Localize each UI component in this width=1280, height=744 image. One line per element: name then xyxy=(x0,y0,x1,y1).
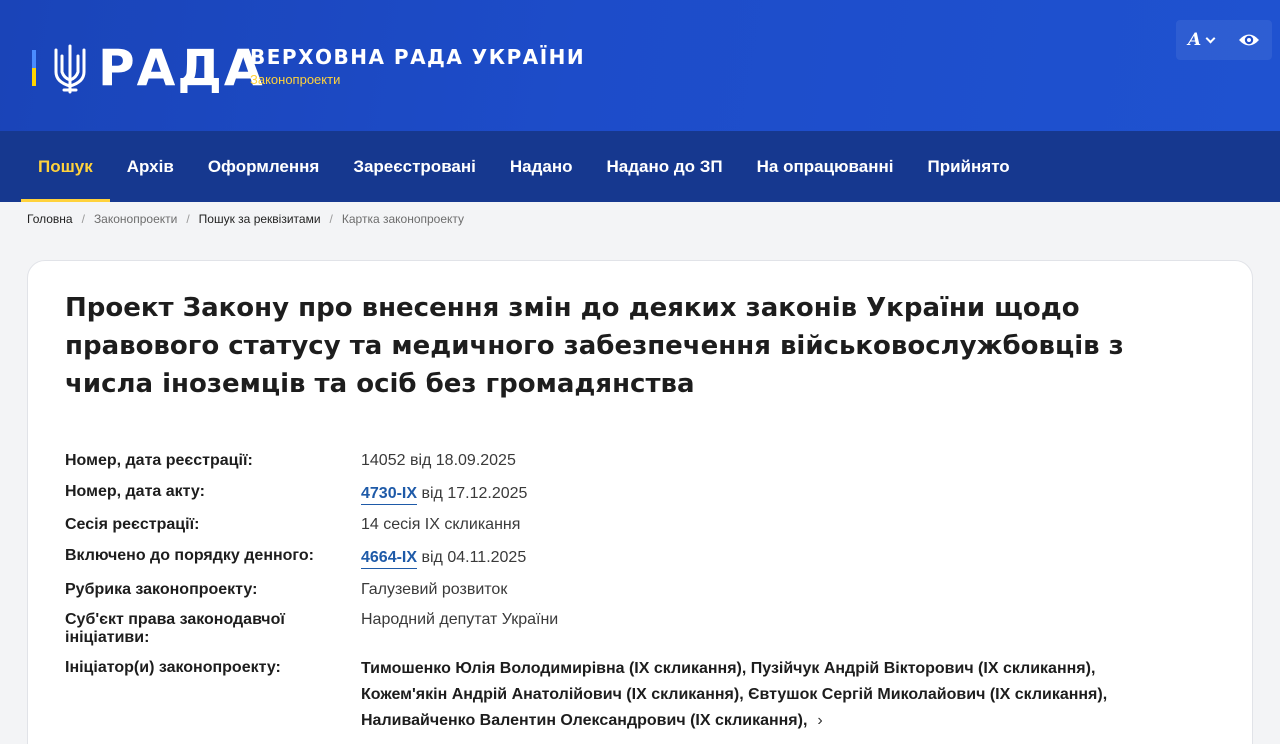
field-value xyxy=(361,549,526,567)
breadcrumb-current: Картка законопроекту xyxy=(341,212,465,226)
chevron-down-icon xyxy=(1206,33,1216,43)
field-label: Номер, дата акту: xyxy=(65,483,205,500)
brand-title: ВЕРХОВНА РАДА УКРАЇНИ xyxy=(250,45,586,69)
field-label: Включено до порядку денного: xyxy=(65,547,314,564)
logo-text: РАДА xyxy=(98,39,265,97)
eye-icon[interactable] xyxy=(1238,32,1260,48)
nav-item-adopted[interactable]: Прийнято xyxy=(927,156,1010,176)
breadcrumb-search-by-details[interactable]: Пошук за реквізитами xyxy=(198,212,321,226)
initiators-line[interactable]: Кожем'якін Андрій Анатолійович (IX скликання), Євтушок Сергій Миколайович (IX скликання), xyxy=(361,686,1108,703)
breadcrumb-bills[interactable]: Законопроекти xyxy=(93,212,178,226)
rada-logo[interactable] xyxy=(32,39,265,97)
act-date: від 17.12.2025 xyxy=(421,485,528,502)
initiators-line[interactable]: Тимошенко Юлія Володимирівна (IX скликання), Пузійчук Андрій Вікторович (IX скликання), xyxy=(361,660,1096,677)
field-value xyxy=(361,485,527,503)
agenda-date: від 04.11.2025 xyxy=(421,549,527,566)
field-value: 14052 від 18.09.2025 xyxy=(361,452,516,469)
breadcrumb-separator: / xyxy=(329,212,333,226)
nav-item-processing[interactable]: Оформлення xyxy=(207,156,320,176)
brand-block xyxy=(250,44,585,90)
breadcrumb xyxy=(27,212,464,226)
nav-item-provided[interactable]: Надано xyxy=(509,156,573,176)
brand-subtitle: Законопроекти xyxy=(250,72,341,87)
nav-item-in-review[interactable]: На опрацюванні xyxy=(756,156,894,176)
font-size-label: A xyxy=(1187,30,1202,50)
field-label: Суб'єкт права законодавчої ініціативи: xyxy=(65,611,285,646)
field-label: Рубрика законопроекту: xyxy=(65,581,258,598)
bill-title: Проект Закону про внесення змін до деяких законів України щодо правового статусу та медичного забезпечення військовослужбовців з числа іноземців та осіб без громадянства xyxy=(65,293,1124,399)
site-header xyxy=(0,0,1280,131)
trident-icon xyxy=(50,42,90,94)
font-size-dropdown[interactable] xyxy=(1188,30,1214,50)
accessibility-tools xyxy=(1176,20,1272,60)
field-label: Сесія реєстрації: xyxy=(65,516,200,533)
field-label: Ініціатор(и) законопроекту: xyxy=(65,659,281,676)
initiator-name[interactable]: Наливайченко Валентин Олександрович (IX скликання), xyxy=(361,712,808,729)
field-value: Галузевий розвиток xyxy=(361,581,508,598)
nav-item-provided-to-zp[interactable]: Надано до ЗП xyxy=(606,156,723,176)
nav-item-archive[interactable]: Архів xyxy=(126,156,174,176)
show-more-initiators-button[interactable]: › xyxy=(817,712,823,729)
field-value: Народний депутат України xyxy=(361,611,559,628)
main-nav xyxy=(0,131,1280,202)
flag-bar xyxy=(32,50,36,86)
bill-card xyxy=(27,260,1253,744)
nav-item-search[interactable]: Пошук xyxy=(21,131,110,202)
field-label: Номер, дата реєстрації: xyxy=(65,452,253,469)
nav-item-registered[interactable]: Зареєстровані xyxy=(353,156,476,176)
initiators-list xyxy=(361,656,1181,734)
breadcrumb-separator: / xyxy=(81,212,85,226)
field-value: 14 сесія IX скликання xyxy=(361,516,521,533)
breadcrumb-separator: / xyxy=(186,212,190,226)
breadcrumb-home[interactable]: Головна xyxy=(27,212,73,226)
act-number-link[interactable]: 4730-IX xyxy=(361,485,417,505)
initiators-line xyxy=(361,708,1181,734)
agenda-number-link[interactable]: 4664-IX xyxy=(361,549,417,569)
